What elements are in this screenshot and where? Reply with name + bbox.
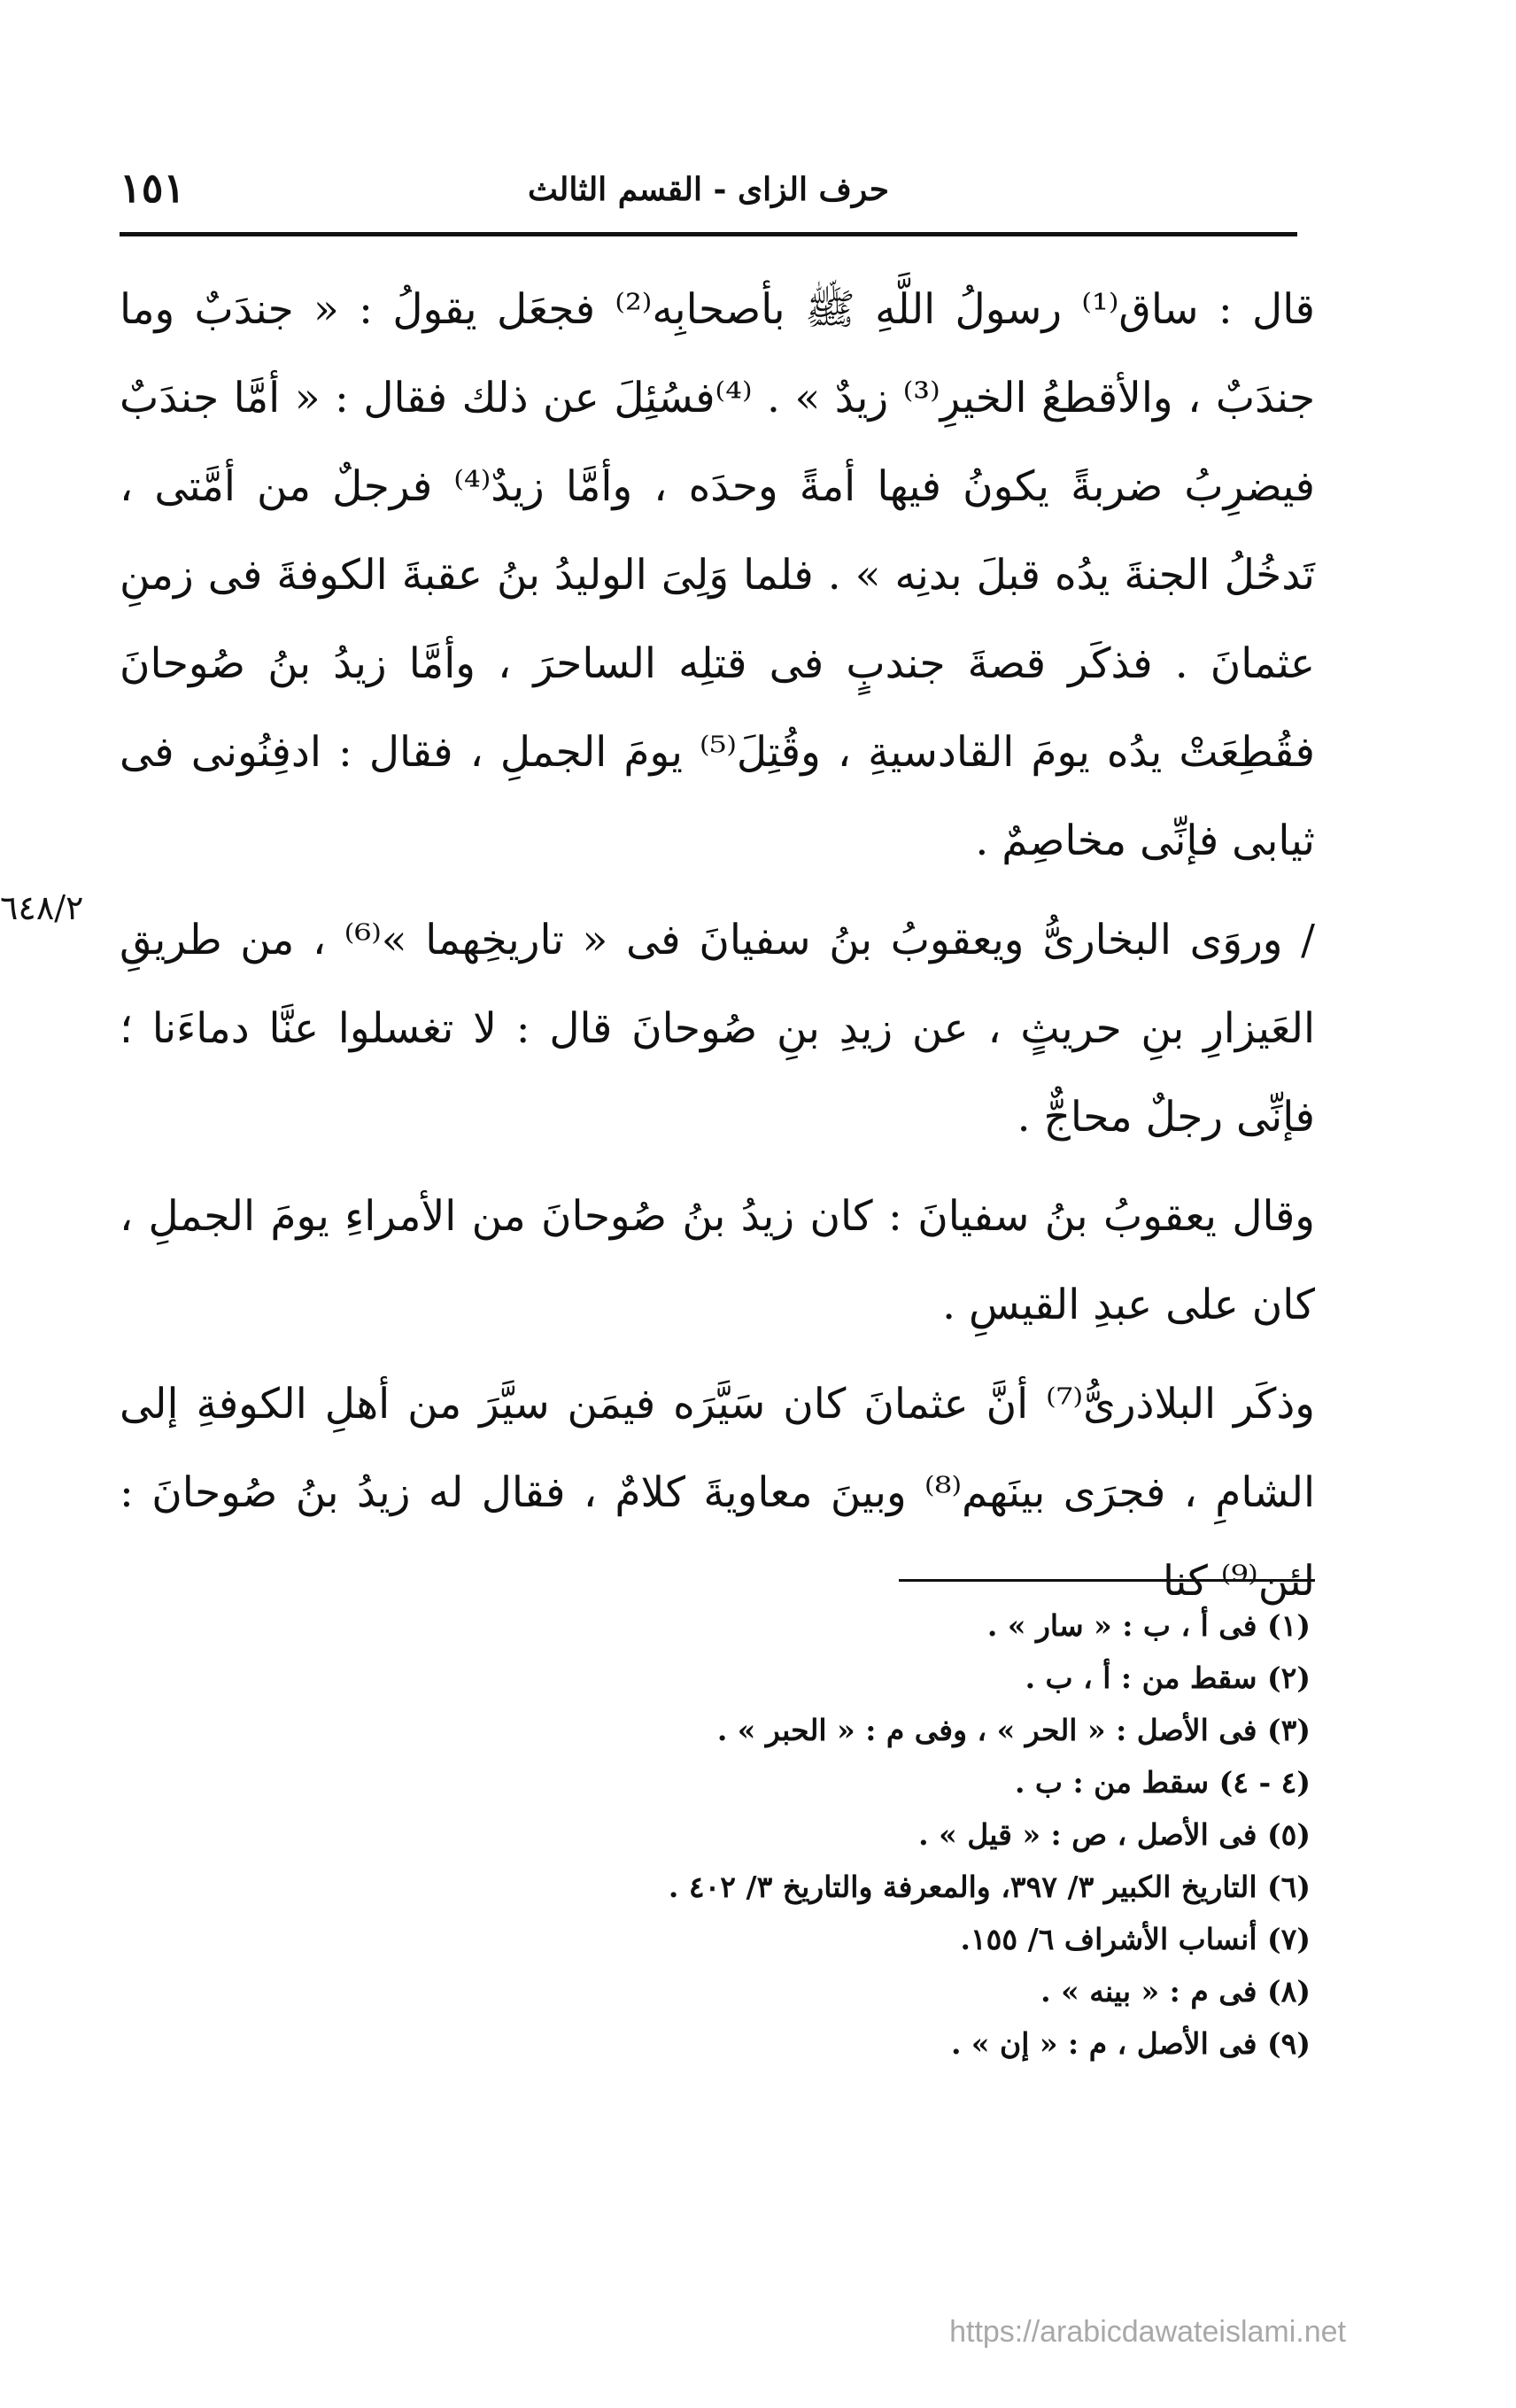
header-divider: [120, 232, 1297, 236]
footnote: (٨) فى م : « بينه » .: [1040, 1974, 1311, 2009]
footnote: (٧) أنساب الأشراف ٦/ ١٥٥.: [960, 1922, 1311, 1956]
page-number: ١٥١: [120, 164, 186, 212]
paragraph: قال : ساق⁽¹⁾ رسولُ اللَّهِ ﷺ بأصحابِه⁽²⁾ فجعَل يقولُ : « جندَبٌ وما جندَبٌ ، والأقطعُ الخيرِ⁽³⁾ زيدٌ » . ⁽⁴⁾فسُئِلَ عن ذلك فقال : « أمَّا جندَبٌ فيضرِبُ ضربةً يكونُ فيها أمةً وحدَه ، وأمَّا زيدٌ⁽⁴⁾ فرجلٌ من أمَّتى ، تَدخُلُ الجنةَ يدُه قبلَ بدنِه » . فلما وَلِىَ الوليدُ بنُ عقبةَ الكوفةَ فى زمنِ عثمانَ . فذكَر قصةَ جندبٍ فى قتلِه الساحرَ ، وأمَّا زيدُ بنُ صُوحانَ فقُطِعَتْ يدُه يومَ القادسيةِ ، وقُتِلَ⁽⁵⁾ يومَ الجملِ ، فقال : ادفِنُونى فى ثيابى فإنِّى مخاصِمٌ .: [120, 285, 1315, 865]
footnote: (١) فى أ ، ب : « سار » .: [986, 1608, 1311, 1643]
margin-reference: ٦٤٨/٢: [0, 888, 84, 927]
footnote: (٤ - ٤) سقط من : ب .: [1014, 1765, 1311, 1800]
paragraph: وقال يعقوبُ بنُ سفيانَ : كان زيدُ بنُ صُوحانَ من الأمراءِ يومَ الجملِ ، كان على عبدِ القيسِ .: [120, 1192, 1315, 1329]
footnotes: [531, 1599, 1311, 2070]
footnote-divider: [899, 1579, 1315, 1582]
footnote: (٩) فى الأصل ، م : « إن » .: [950, 2026, 1311, 2061]
watermark-url: https://arabicdawateislami.net: [949, 2315, 1346, 2349]
header-title: حرف الزاى - القسم الثالث: [528, 171, 889, 208]
footnote: (٦) التاريخ الكبير ٣/ ٣٩٧، والمعرفة والتاريخ ٣/ ٤٠٢ .: [668, 1870, 1311, 1904]
paragraph: وذكَر البلاذرىُّ⁽⁷⁾ أنَّ عثمانَ كان سَيَّرَه فيمَن سيَّرَ من أهلِ الكوفةِ إلى الشامِ ، فجرَى بينَهم⁽⁸⁾ وبينَ معاويةَ كلامٌ ، فقال له زيدُ بنُ صُوحانَ : لئن⁽⁹⁾ كنا: [120, 1380, 1315, 1606]
footnote: (٢) سقط من : أ ، ب .: [1025, 1661, 1311, 1695]
paragraph: / وروَى البخارىُّ ويعقوبُ بنُ سفيانَ فى « تاريخِهما »⁽⁶⁾ ، من طريقِ العَيزارِ بنِ حريثٍ ، عن زيدِ بنِ صُوحانَ قال : لا تغسلوا عنَّا دماءَنا ؛ فإنِّى رجلٌ محاجٌّ .: [120, 916, 1315, 1142]
running-header: [120, 155, 1297, 235]
main-text: [120, 266, 1315, 1626]
footnote: (٣) فى الأصل : « الحر » ، وفى م : « الحبر » .: [716, 1713, 1311, 1747]
footnote: (٥) فى الأصل ، ص : « قيل » .: [918, 1817, 1311, 1852]
